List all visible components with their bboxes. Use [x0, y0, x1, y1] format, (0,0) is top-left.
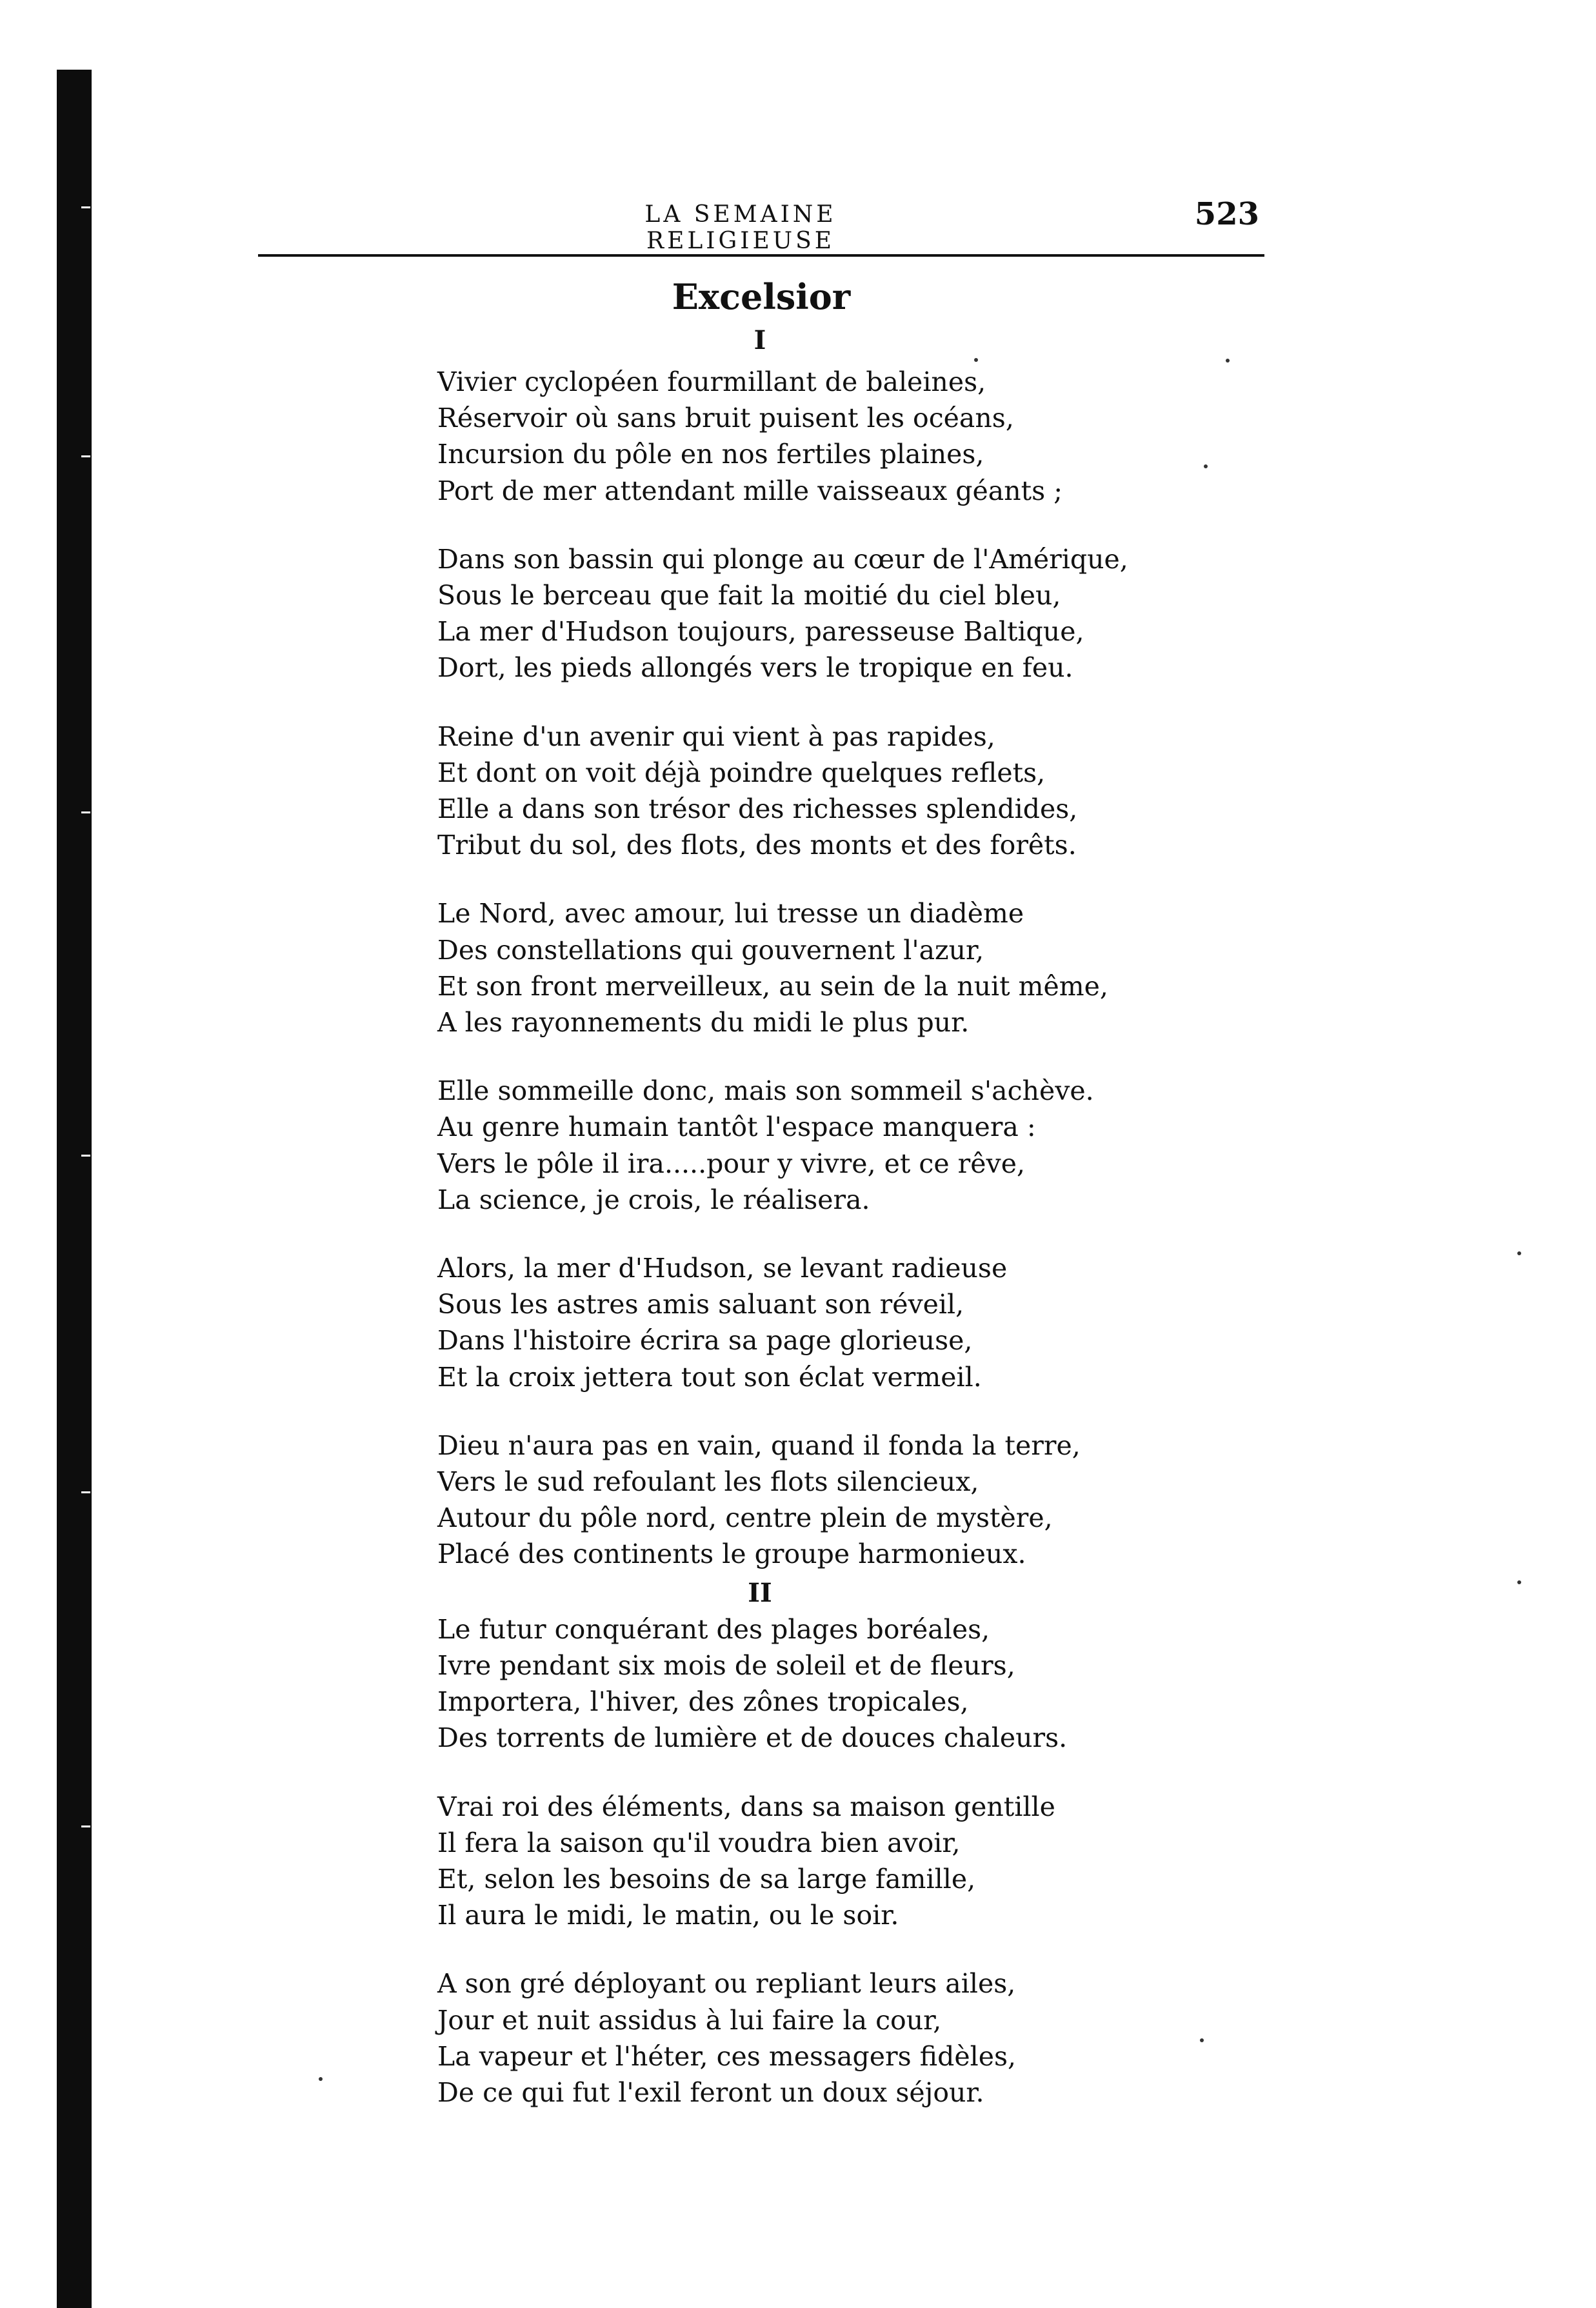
- verse-line: Vers le pôle il ira.....pour y vivre, et ce rêve,: [437, 1148, 1025, 1179]
- verse-line: Dans l'histoire écrira sa page glorieuse,: [437, 1325, 973, 1357]
- scan-speck: [81, 206, 90, 208]
- verse-line: Vrai roi des éléments, dans sa maison gentille: [437, 1791, 1055, 1822]
- stanza: [437, 1073, 1289, 1218]
- scan-speck: [81, 811, 90, 813]
- verse-line: Il fera la saison qu'il voudra bien avoir,: [437, 1827, 961, 1858]
- verse-line: Et la croix jettera tout son éclat vermeil.: [437, 1361, 982, 1393]
- verse-line: Elle sommeille donc, mais son sommeil s'achève.: [437, 1075, 1094, 1107]
- stanza: [437, 1789, 1289, 1934]
- verse-line: Port de mer attendant mille vaisseaux géants ;: [437, 475, 1063, 506]
- page-header: [258, 194, 1264, 254]
- verse-line: A son gré déployant ou repliant leurs ailes,: [437, 1968, 1016, 2000]
- stanza: [437, 719, 1289, 864]
- verse-line: Elle a dans son trésor des richesses splendides,: [437, 793, 1078, 825]
- scan-speck: [1517, 1251, 1521, 1255]
- verse-line: Et son front merveilleux, au sein de la nuit même,: [437, 970, 1108, 1002]
- verse-line: Tribut du sol, des flots, des monts et des forêts.: [437, 830, 1077, 861]
- stanza: [437, 1250, 1289, 1395]
- page-number: 523: [1194, 196, 1259, 232]
- verse-line: Vers le sud refoulant les flots silencieux,: [437, 1466, 979, 1498]
- stanza: [437, 364, 1289, 509]
- verse-line: La mer d'Hudson toujours, paresseuse Baltique,: [437, 616, 1084, 648]
- verse-line: Il aura le midi, le matin, ou le soir.: [437, 1900, 899, 1931]
- verse-line: Incursion du pôle en nos fertiles plaines,: [437, 439, 984, 470]
- scan-speck: [81, 1155, 90, 1157]
- verse-line: Au genre humain tantôt l'espace manquera :: [437, 1111, 1036, 1143]
- verse-line: Des torrents de lumière et de douces chaleurs.: [437, 1722, 1068, 1754]
- stanza: [437, 1428, 1289, 1573]
- verse-line: Le futur conquérant des plages boréales,: [437, 1613, 990, 1645]
- verse-line: Alors, la mer d'Hudson, se levant radieuse: [437, 1253, 1008, 1284]
- stanza: [437, 1965, 1289, 2111]
- scan-binding-edge: [57, 70, 92, 2308]
- verse-line: A les rayonnements du midi le plus pur.: [437, 1007, 970, 1039]
- scan-speck: [81, 1826, 90, 1827]
- stanza: [437, 895, 1289, 1040]
- verse-line: La vapeur et l'héter, ces messagers fidèles,: [437, 2040, 1017, 2072]
- verse-line: Jour et nuit assidus à lui faire la cour,: [437, 2004, 942, 2036]
- header-rule: [258, 254, 1264, 257]
- verse-line: Sous le berceau que fait la moitié du ciel bleu,: [437, 580, 1061, 612]
- running-title: LA SEMAINE RELIGIEUSE: [644, 201, 837, 254]
- verse-line: Reine d'un avenir qui vient à pas rapides,: [437, 721, 995, 752]
- section-numeral: I: [753, 325, 766, 355]
- verse-line: Des constellations qui gouvernent l'azur,: [437, 934, 984, 966]
- verse-line: Importera, l'hiver, des zônes tropicales,: [437, 1686, 969, 1718]
- verse-line: La science, je crois, le réalisera.: [437, 1184, 870, 1215]
- verse-line: Placé des continents le groupe harmonieux.: [437, 1538, 1026, 1570]
- stanza: [437, 1611, 1289, 1756]
- verse-line: Ivre pendant six mois de soleil et de fleurs,: [437, 1649, 1015, 1681]
- verse-line: Autour du pôle nord, centre plein de mystère,: [437, 1502, 1053, 1534]
- verse-line: Vivier cyclopéen fourmillant de baleines,: [437, 366, 986, 397]
- scan-speck: [1517, 1580, 1521, 1584]
- verse-line: Le Nord, avec amour, lui tresse un diadème: [437, 898, 1024, 930]
- stanza: [437, 541, 1289, 686]
- verse-line: Et dont on voit déjà poindre quelques reflets,: [437, 757, 1046, 788]
- verse-line: Et, selon les besoins de sa large famille,: [437, 1863, 976, 1895]
- scan-speck: [81, 455, 90, 457]
- verse-line: Dans son bassin qui plonge au cœur de l'Amérique,: [437, 543, 1128, 575]
- verse-line: De ce qui fut l'exil feront un doux séjour.: [437, 2076, 984, 2108]
- scan-speck: [81, 1491, 90, 1493]
- section-numeral: II: [748, 1577, 772, 1608]
- poem-body: [437, 323, 1289, 2143]
- poem-title: Excelsior: [672, 276, 851, 317]
- verse-line: Dieu n'aura pas en vain, quand il fonda la terre,: [437, 1429, 1081, 1461]
- verse-line: Réservoir où sans bruit puisent les océans,: [437, 403, 1014, 434]
- verse-line: Dort, les pieds allongés vers le tropique en feu.: [437, 652, 1073, 684]
- scan-speck: [319, 2077, 323, 2081]
- verse-line: Sous les astres amis saluant son réveil,: [437, 1289, 964, 1320]
